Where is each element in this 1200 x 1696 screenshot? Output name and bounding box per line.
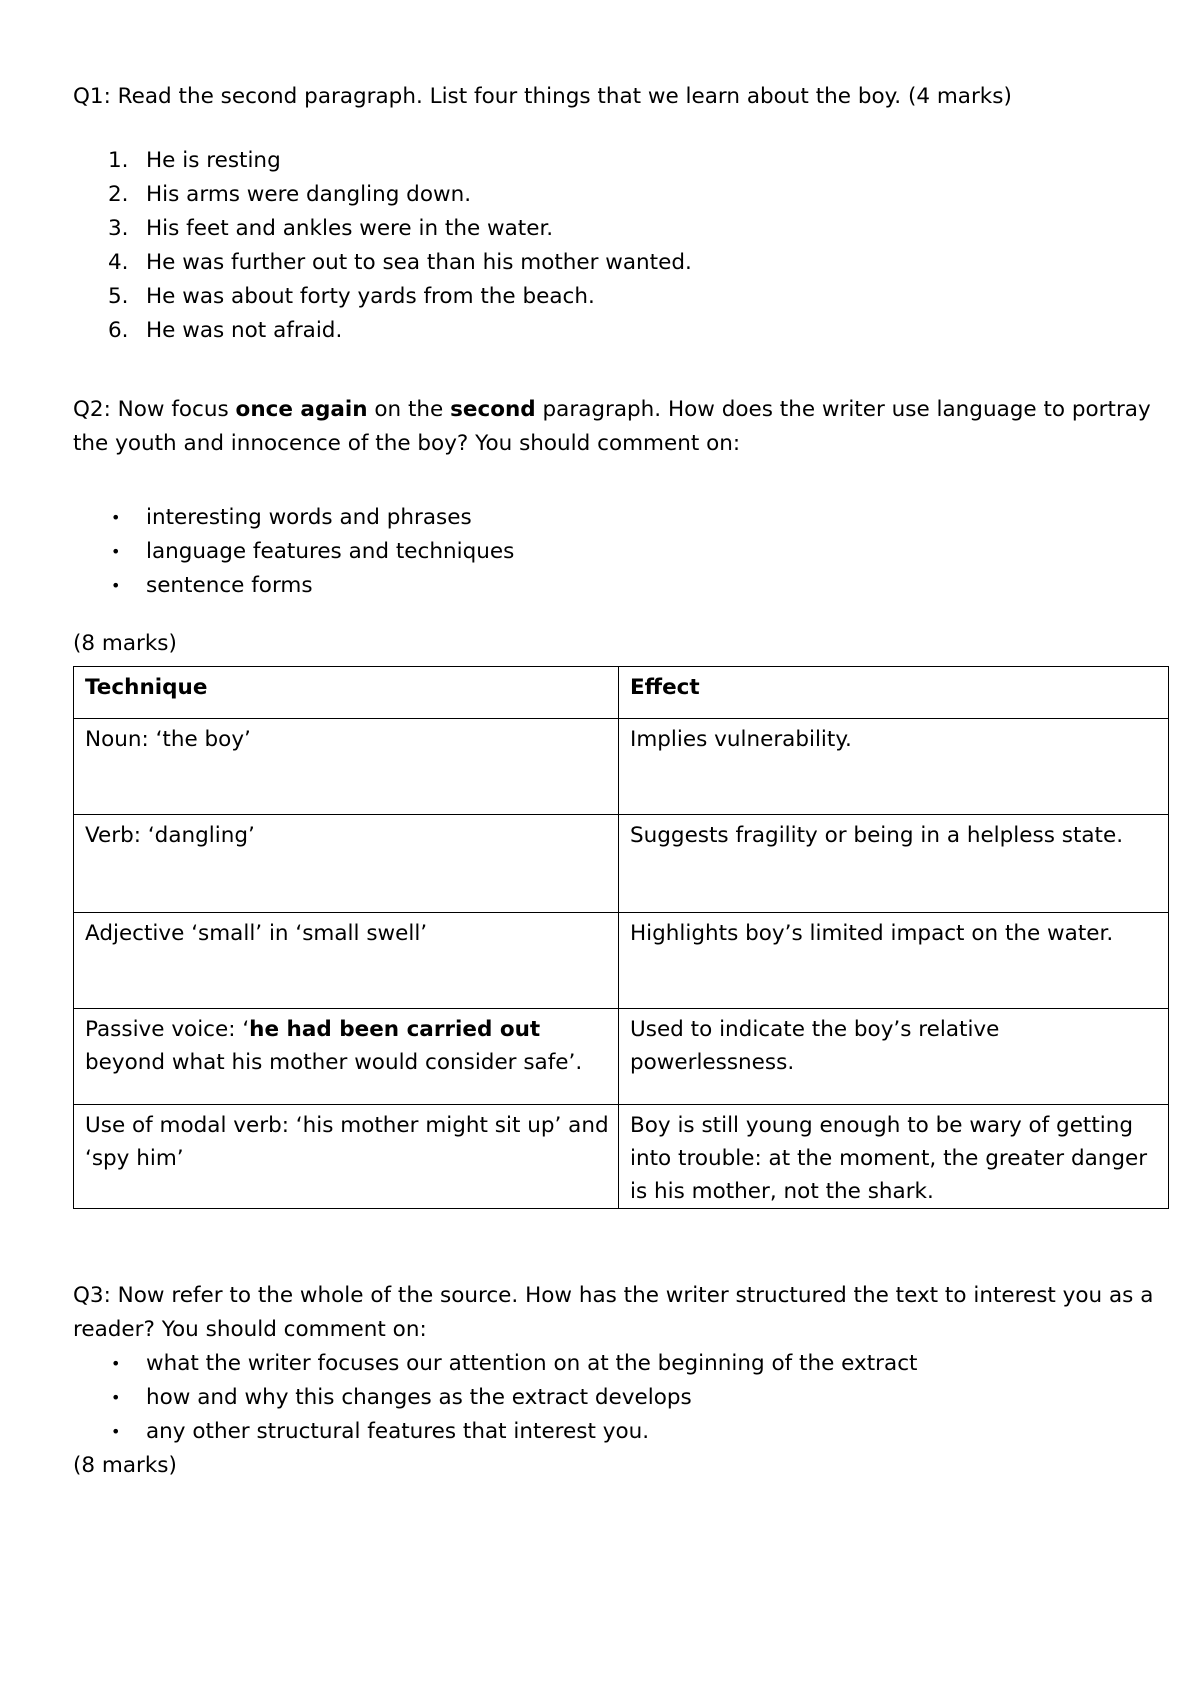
list-item-text: interesting words and phrases xyxy=(146,505,472,530)
effect-cell: Boy is still young enough to be wary of getting into trouble: at the moment, the greater danger is his mother, not the shark. xyxy=(619,1105,1169,1209)
list-item xyxy=(73,1347,1168,1381)
list-item-text: His feet and ankles were in the water. xyxy=(146,216,554,241)
bullet-icon: • xyxy=(111,1354,121,1373)
bullet-icon: • xyxy=(111,576,121,595)
worksheet-page xyxy=(73,80,1168,1483)
q2-prompt xyxy=(73,393,1168,461)
table-header-row xyxy=(74,667,1169,719)
q2-prompt-emphasis: once again xyxy=(235,397,368,422)
technique-cell: Verb: ‘dangling’ xyxy=(74,815,619,913)
technique-text: beyond what his mother would consider safe’. xyxy=(85,1050,583,1075)
list-item xyxy=(73,280,1168,314)
q2-prompt-emphasis: second xyxy=(450,397,536,422)
header-label: Technique xyxy=(85,675,208,700)
list-item-text: sentence forms xyxy=(146,573,313,598)
q3-bullet-list xyxy=(73,1347,1168,1449)
list-item-text: His arms were dangling down. xyxy=(146,182,472,207)
list-number: 2. xyxy=(108,182,129,207)
list-item-text: He was about forty yards from the beach. xyxy=(146,284,595,309)
technique-effect-table xyxy=(73,666,1169,1209)
bullet-icon: • xyxy=(111,1422,121,1441)
column-header-technique xyxy=(74,667,619,719)
technique-cell xyxy=(74,1009,619,1105)
list-item xyxy=(73,569,1168,603)
bullet-icon: • xyxy=(111,1388,121,1407)
q1-prompt: Q1: Read the second paragraph. List four things that we learn about the boy. (4 marks) xyxy=(73,84,1012,109)
list-item xyxy=(73,144,1168,178)
list-item xyxy=(73,1381,1168,1415)
list-item-text: what the writer focuses our attention on at the beginning of the extract xyxy=(146,1351,918,1376)
table-row xyxy=(74,815,1169,913)
q2-prompt-text: on the xyxy=(367,397,451,422)
effect-cell: Used to indicate the boy’s relative powerlessness. xyxy=(619,1009,1169,1105)
list-item-text: He is resting xyxy=(146,148,281,173)
technique-emphasis: he had been carried out xyxy=(249,1017,541,1042)
list-item xyxy=(73,501,1168,535)
q1-answer-list xyxy=(73,144,1168,348)
q2-prompt-text: paragraph. How does the writer use language to portray the youth and innocence of the boy? You should comment on: xyxy=(73,397,1151,456)
table-row xyxy=(74,1009,1169,1105)
effect-cell: Highlights boy’s limited impact on the water. xyxy=(619,913,1169,1009)
list-item-text: He was further out to sea than his mother wanted. xyxy=(146,250,692,275)
list-item xyxy=(73,535,1168,569)
list-item xyxy=(73,314,1168,348)
q3-marks: (8 marks) xyxy=(73,1453,177,1478)
list-item xyxy=(73,246,1168,280)
header-label: Effect xyxy=(630,675,700,700)
q2-marks: (8 marks) xyxy=(73,631,177,656)
technique-cell: Use of modal verb: ‘his mother might sit up’ and ‘spy him’ xyxy=(74,1105,619,1209)
bullet-icon: • xyxy=(111,542,121,561)
table-row xyxy=(74,719,1169,815)
q2-bullet-list xyxy=(73,501,1168,603)
list-number: 4. xyxy=(108,250,129,275)
list-item xyxy=(73,212,1168,246)
effect-cell: Suggests fragility or being in a helpless state. xyxy=(619,815,1169,913)
list-item xyxy=(73,1415,1168,1449)
q3-prompt: Q3: Now refer to the whole of the source. How has the writer structured the text to interest you as a reader? You should comment on: xyxy=(73,1283,1154,1342)
q2-prompt-text: Q2: Now focus xyxy=(73,397,236,422)
technique-cell: Noun: ‘the boy’ xyxy=(74,719,619,815)
bullet-icon: • xyxy=(111,508,121,527)
list-item-text: any other structural features that interest you. xyxy=(146,1419,650,1444)
table-row xyxy=(74,1105,1169,1209)
table-row xyxy=(74,913,1169,1009)
list-number: 6. xyxy=(108,318,129,343)
effect-cell: Implies vulnerability. xyxy=(619,719,1169,815)
technique-cell: Adjective ‘small’ in ‘small swell’ xyxy=(74,913,619,1009)
list-number: 1. xyxy=(108,148,129,173)
list-number: 5. xyxy=(108,284,129,309)
list-number: 3. xyxy=(108,216,129,241)
list-item-text: how and why this changes as the extract develops xyxy=(146,1385,692,1410)
list-item-text: He was not afraid. xyxy=(146,318,343,343)
technique-text: Passive voice: ‘ xyxy=(85,1017,250,1042)
list-item xyxy=(73,178,1168,212)
column-header-effect xyxy=(619,667,1169,719)
list-item-text: language features and techniques xyxy=(146,539,515,564)
